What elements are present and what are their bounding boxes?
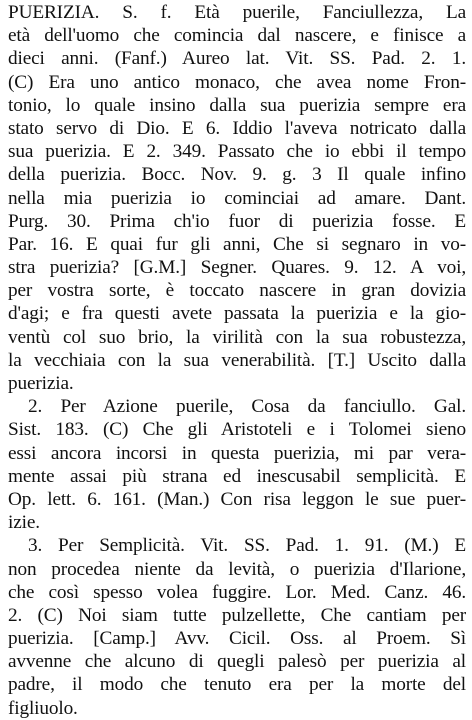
text-line: (C) Era uno antico monaco, che avea nome Fron- [8, 71, 466, 93]
text-line: Op. lett. 6. 161. (Man.) Con risa leggon le sue puer- [8, 488, 466, 510]
text-line: ventù col suo brio, la virilità con la sua robustezza, [8, 326, 466, 348]
text-line: tonio, lo quale insino dalla sua puerizia sempre era [8, 94, 466, 116]
text-line: PUERIZIA. S. f. Età puerile, Fanciullezza, La [8, 2, 466, 23]
text-line: puerizia. [8, 373, 74, 394]
sense-heading-line: 2. Per Azione puerile, Cosa da fanciullo. Gal. [28, 396, 466, 418]
text-line: per vostra sorte, è toccato nascere in gran dovizia [8, 280, 466, 302]
text-line: padre, il modo che tenuto era per la morte del [8, 674, 466, 696]
text-line: della puerizia. Bocc. Nov. 9. g. 3 Il quale infino [8, 164, 466, 186]
text-line: la vecchiaia con la sua venerabilità. [T.] Uscito dalla [8, 349, 466, 371]
text-line: Purg. 30. Prima ch'io fuor di puerizia fosse. E [8, 210, 466, 232]
text-line: nella mia puerizia io cominciai ad amare. Dant. [8, 187, 466, 209]
text-line: Par. 16. E quai fur gli anni, Che si segnaro in vo- [8, 233, 466, 255]
text-line: 2. (C) Noi siam tutte pulzellette, Che cantiam per [8, 604, 466, 626]
text-line: avvenne che alcuno di quegli palesò per puerizia al [8, 651, 466, 673]
text-line: izie. [8, 512, 40, 534]
text-line: essi ancora incorsi in questa puerizia, mi par vera- [8, 442, 466, 464]
text-line: non procedea niente da levità, o puerizia d'Ilarione, [8, 558, 466, 580]
text-line: età dell'uomo che comincia dal nascere, e finisce a [8, 25, 466, 47]
dictionary-page [0, 1, 472, 719]
text-line: figliuolo. [8, 697, 78, 719]
text-line: mente assai più strana ed inescusabil semplicità. E [8, 465, 466, 487]
text-line: d'agi; e fra questi avete passata la puerizia e la gio- [8, 303, 466, 325]
text-line: sua puerizia. E 2. 349. Passato che io ebbi il tempo [8, 141, 466, 163]
text-line: stato servo di Dio. E 6. Iddio l'aveva notricato dalla [8, 117, 466, 139]
sense-heading-line: 3. Per Semplicità. Vit. SS. Pad. 1. 91. (M.) E [28, 535, 466, 557]
text-line: Sist. 183. (C) Che gli Aristoteli e i Tolomei sieno [8, 419, 466, 441]
text-line: stra puerizia? [G.M.] Segner. Quares. 9. 12. A voi, [8, 257, 466, 279]
text-line: dieci anni. (Fanf.) Aureo lat. Vit. SS. Pad. 2. 1. [8, 48, 466, 70]
text-line: che così spesso volea fuggire. Lor. Med. Canz. 46. [8, 581, 466, 603]
text-line: puerizia. [Camp.] Avv. Cicil. Oss. al Proem. Sì [8, 628, 466, 650]
